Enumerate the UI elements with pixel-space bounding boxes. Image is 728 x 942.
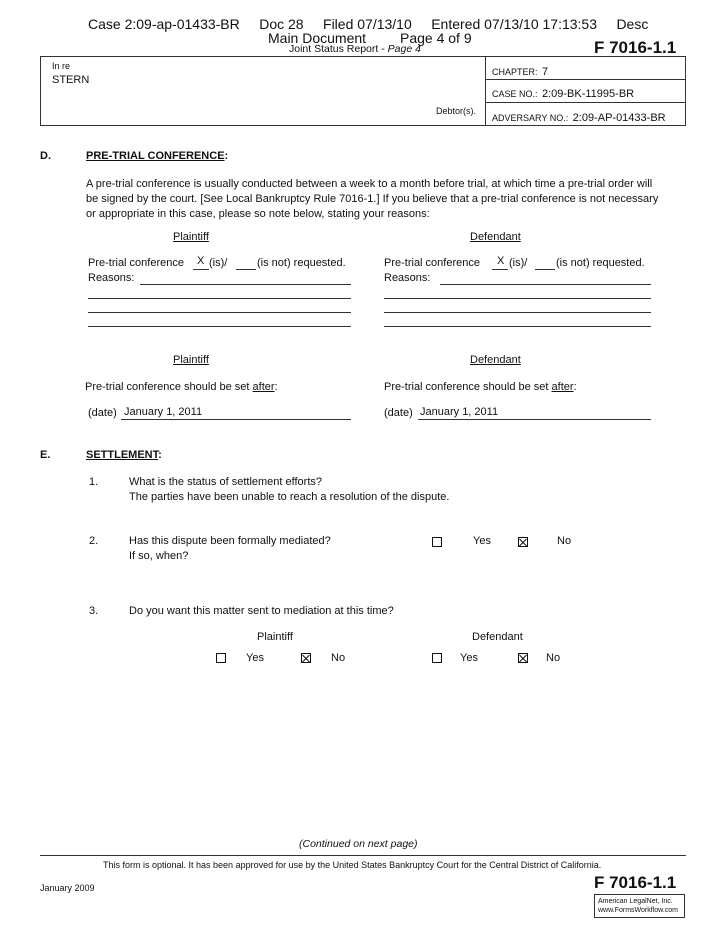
section-e-letter: E. — [40, 449, 51, 461]
para-line-1: A pre-trial conference is usually conducted between a week to a month before trial, at which time a pre-trial order will — [86, 178, 653, 190]
q3-plaintiff-label: Plaintiff — [257, 631, 293, 643]
adversary-no-value: 2:09-AP-01433-BR — [572, 112, 666, 124]
section-d-title — [86, 150, 228, 162]
footer-date: January 2009 — [40, 883, 95, 893]
defendant-reasons-line-4[interactable] — [384, 326, 651, 327]
plaintiff-heading-1: Plaintiff — [173, 231, 209, 243]
q3-plaintiff-yes-checkbox[interactable] — [216, 653, 226, 663]
case-no-value: 2:09-BK-11995-BR — [541, 88, 635, 100]
case-no-field — [492, 84, 634, 102]
form-number-bottom: F 7016-1.1 — [594, 873, 677, 892]
publisher-url[interactable]: www.FormsWorkflow.com — [598, 907, 678, 914]
defendant-reasons-line-3[interactable] — [384, 312, 651, 313]
defendant-heading-2: Defendant — [470, 354, 521, 366]
set-after-word: after — [252, 381, 275, 393]
section-d-paragraph — [86, 177, 696, 222]
defendant-ptc-prefix: Pre-trial conference — [384, 257, 480, 269]
debtor-name: STERN — [52, 74, 90, 86]
defendant-date-value[interactable]: January 1, 2011 — [420, 406, 499, 418]
defendant-isnot-label: (is not) requested. — [556, 257, 645, 269]
defendant-reasons-line-1[interactable] — [440, 284, 651, 285]
joint-status-page: Page 4 — [387, 43, 421, 55]
plaintiff-set-after — [85, 381, 278, 393]
optional-note: This form is optional. It has been approved for use by the United States Bankruptcy Court for the Central District of California. — [103, 860, 602, 870]
set-after-colon: : — [573, 381, 577, 393]
q1-answer[interactable]: The parties have been unable to reach a resolution of the dispute. — [129, 491, 450, 503]
q3-number: 3. — [89, 605, 99, 617]
set-after-colon: : — [274, 381, 278, 393]
plaintiff-reasons-line-3[interactable] — [88, 312, 351, 313]
in-re-label: In re — [52, 61, 71, 71]
q3-defendant-no-checkbox[interactable] — [518, 653, 528, 663]
case-no-label: CASE NO.: — [492, 89, 538, 99]
plaintiff-is-mark[interactable]: X — [197, 255, 205, 267]
q2-text: Has this dispute been formally mediated? — [129, 535, 331, 547]
plaintiff-is-blank — [193, 269, 209, 270]
form-number-top: F 7016-1.1 — [594, 38, 677, 57]
defendant-reasons-line-2[interactable] — [384, 298, 651, 299]
q1-number: 1. — [89, 476, 99, 488]
q3-text: Do you want this matter sent to mediation at this time? — [129, 605, 394, 617]
plaintiff-reasons-line-4[interactable] — [88, 326, 351, 327]
defendant-isnot-blank[interactable] — [535, 269, 555, 270]
plaintiff-date-label: (date) — [88, 407, 117, 419]
plaintiff-is-label: (is)/ — [209, 257, 228, 269]
caption-divider — [485, 56, 486, 126]
plaintiff-reasons-line-2[interactable] — [88, 298, 351, 299]
q2-yes-label: Yes — [473, 535, 491, 547]
para-line-3: or appropriate in this case, please so note below, stating your reasons: — [86, 208, 430, 220]
footer-rule — [40, 855, 686, 856]
q2-no-checkbox[interactable] — [518, 537, 528, 547]
section-e-colon: : — [158, 449, 162, 461]
joint-status-text: Joint Status Report - — [289, 43, 388, 55]
case-header-line: Case 2:09-ap-01433-BR Doc 28 Filed 07/13/10 Entered 07/13/10 17:13:53 Desc — [88, 16, 649, 32]
plaintiff-reasons-label: Reasons: — [88, 272, 135, 284]
q2-yes-checkbox[interactable] — [432, 537, 442, 547]
defendant-date-label: (date) — [384, 407, 413, 419]
chapter-label: CHAPTER: — [492, 67, 538, 77]
defendant-is-blank — [492, 269, 508, 270]
defendant-is-label: (is)/ — [509, 257, 528, 269]
plaintiff-ptc-prefix: Pre-trial conference — [88, 257, 184, 269]
plaintiff-isnot-blank[interactable] — [236, 269, 256, 270]
q3-plaintiff-yes-label: Yes — [246, 652, 264, 664]
q3-defendant-yes-checkbox[interactable] — [432, 653, 442, 663]
section-e-title — [86, 449, 162, 461]
chapter-value: 7 — [541, 66, 549, 78]
page-of-label: Page 4 of 9 — [400, 30, 472, 46]
q2-sub: If so, when? — [129, 550, 189, 562]
q3-defendant-yes-label: Yes — [460, 652, 478, 664]
continued-note: (Continued on next page) — [299, 838, 418, 850]
chapter-field — [492, 62, 548, 80]
q3-plaintiff-no-label: No — [331, 652, 346, 664]
defendant-heading-1: Defendant — [470, 231, 521, 243]
plaintiff-isnot-label: (is not) requested. — [257, 257, 346, 269]
q3-defendant-label: Defendant — [472, 631, 523, 643]
defendant-set-after — [384, 381, 577, 393]
section-d-letter: D. — [40, 150, 51, 162]
section-e-title-text: SETTLEMENT — [86, 449, 159, 461]
plaintiff-date-value[interactable]: January 1, 2011 — [124, 406, 203, 418]
adversary-no-label: ADVERSARY NO.: — [492, 113, 569, 123]
caption-row-line-2 — [485, 102, 686, 103]
publisher-box — [594, 894, 685, 918]
defendant-reasons-label: Reasons: — [384, 272, 431, 284]
section-d-colon: : — [224, 150, 229, 162]
set-after-prefix: Pre-trial conference should be set — [85, 381, 253, 393]
q3-plaintiff-no-checkbox[interactable] — [301, 653, 311, 663]
q2-number: 2. — [89, 535, 99, 547]
section-d-title-text: PRE-TRIAL CONFERENCE — [86, 150, 225, 162]
debtors-label: Debtor(s). — [436, 106, 477, 116]
q2-no-label: No — [557, 535, 572, 547]
q3-defendant-no-label: No — [546, 652, 561, 664]
main-document-label: Main Document — [268, 30, 367, 46]
q1-text: What is the status of settlement efforts? — [129, 476, 322, 488]
plaintiff-reasons-line-1[interactable] — [140, 284, 351, 285]
defendant-date-line — [418, 419, 651, 420]
set-after-prefix: Pre-trial conference should be set — [384, 381, 552, 393]
para-line-2: be signed by the court. [See Local Bankruptcy Rule 7016-1.] If you believe that a pre-trial conference is not necessary — [86, 193, 659, 205]
adversary-no-field — [492, 108, 666, 126]
plaintiff-heading-2: Plaintiff — [173, 354, 209, 366]
set-after-word: after — [551, 381, 574, 393]
defendant-is-mark[interactable]: X — [497, 255, 505, 267]
publisher-name: American LegalNet, Inc. — [598, 898, 673, 905]
plaintiff-date-line — [121, 419, 351, 420]
joint-status-label — [289, 43, 421, 55]
